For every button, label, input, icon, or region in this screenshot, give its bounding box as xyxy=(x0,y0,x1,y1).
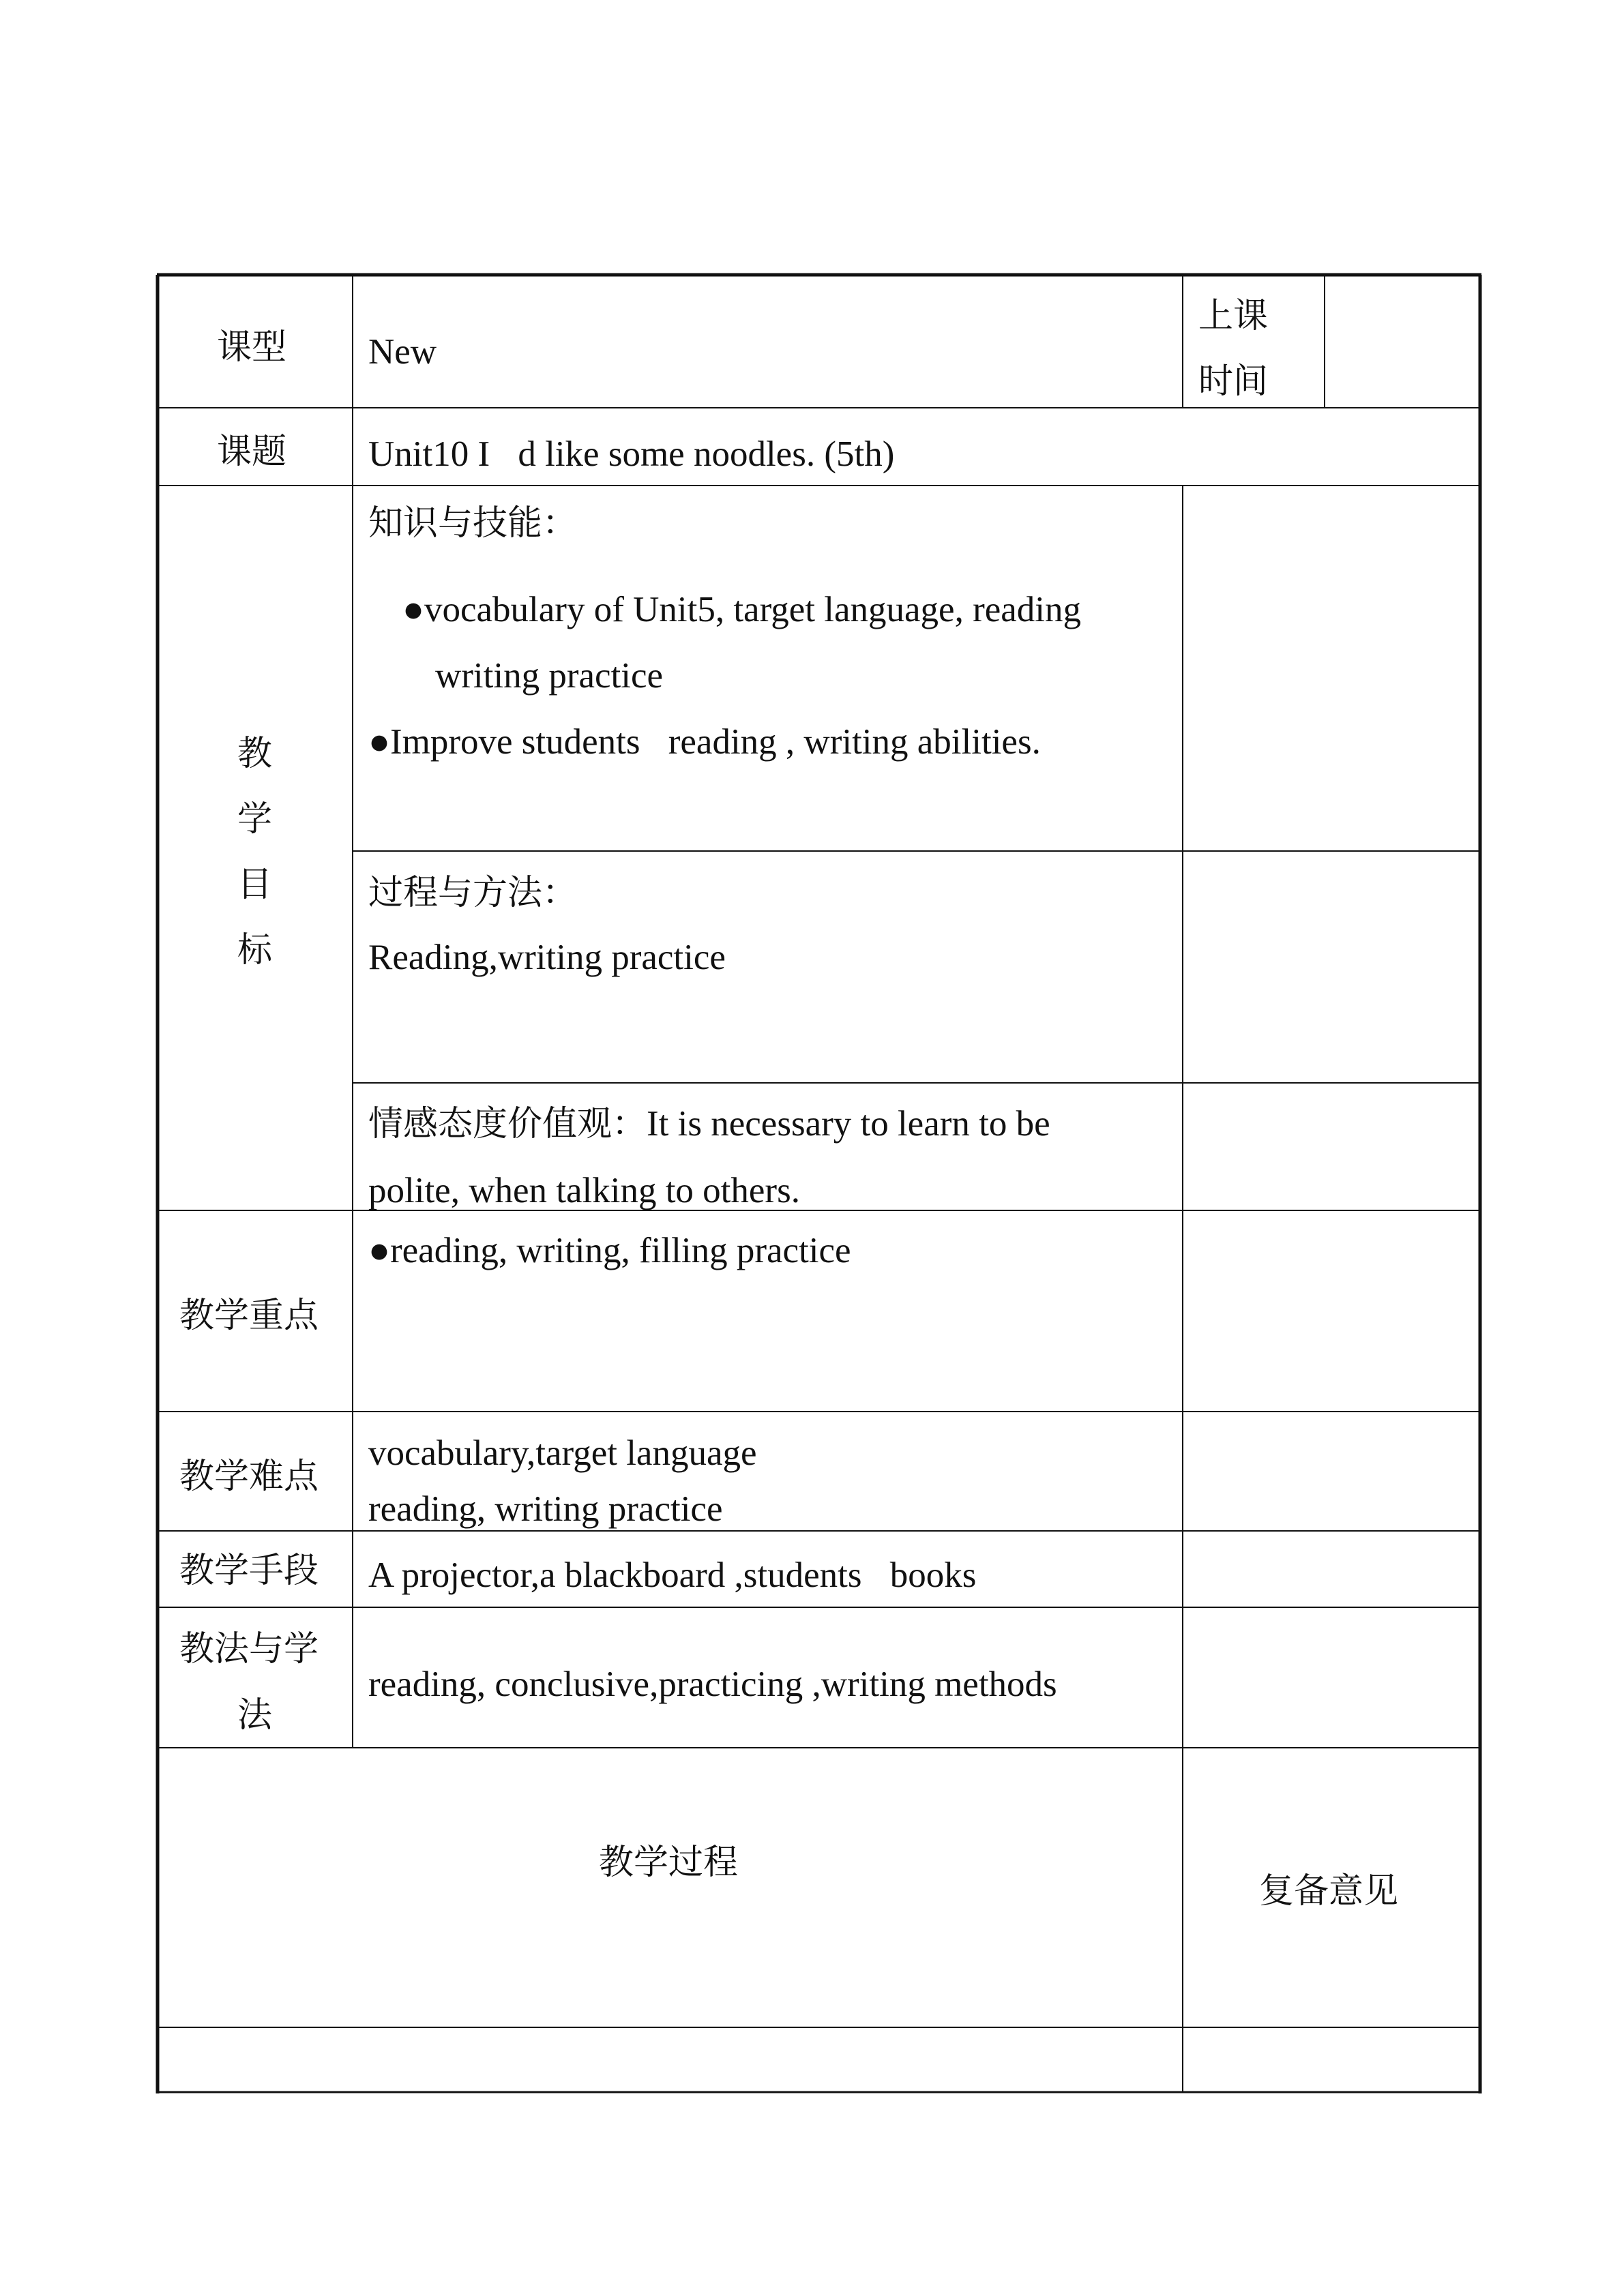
objectives-label-char-1: 教 xyxy=(237,734,273,774)
topic-value: Unit10 I d like some noodles. (5th) xyxy=(368,434,895,474)
difficulties-line-1: vocabulary,target language xyxy=(368,1433,757,1473)
teaching-process-header: 教学过程 xyxy=(599,1843,739,1883)
process-text: Reading,writing practice xyxy=(368,938,726,977)
objectives-label-char-3: 目 xyxy=(237,865,273,905)
methods-text: reading, conclusive,practicing ,writing methods xyxy=(368,1665,1057,1704)
means-text: A projector,a blackboard ,students books xyxy=(368,1555,977,1595)
course-type-label: 课型 xyxy=(217,327,287,368)
methods-label-line-1: 教法与学 xyxy=(179,1629,319,1669)
process-heading: 过程与方法： xyxy=(368,873,578,913)
objectives-label-char-2: 学 xyxy=(237,799,273,839)
course-type-value: New xyxy=(368,332,437,372)
knowledge-heading: 知识与技能： xyxy=(368,503,578,543)
key-points-label: 教学重点 xyxy=(179,1296,319,1336)
class-time-label-1: 上课 xyxy=(1198,296,1269,336)
emotion-text-line-1: It is necessary to learn to be xyxy=(647,1104,1050,1144)
difficulties-label: 教学难点 xyxy=(179,1457,319,1497)
class-time-label-2: 时间 xyxy=(1198,361,1269,402)
topic-label: 课题 xyxy=(217,432,287,472)
knowledge-bullet-1-line-2: writing practice xyxy=(435,656,664,696)
methods-label-line-2: 法 xyxy=(237,1695,273,1735)
emotion-heading: 情感态度价值观： xyxy=(368,1104,647,1144)
means-label: 教学手段 xyxy=(179,1551,319,1591)
emotion-text-line-2: polite, when talking to others. xyxy=(368,1171,800,1210)
difficulties-line-2: reading, writing practice xyxy=(368,1489,723,1529)
key-points-text: ●reading, writing, filling practice xyxy=(368,1231,851,1270)
objectives-label-char-4: 标 xyxy=(237,930,273,970)
knowledge-bullet-1-line-1: ●vocabulary of Unit5, target language, reading xyxy=(402,590,1081,629)
emotion-line-1 xyxy=(368,1106,1050,1142)
review-opinion-header: 复备意见 xyxy=(1259,1871,1399,1911)
knowledge-bullet-2: ●Improve students reading , writing abilities. xyxy=(368,722,1041,762)
